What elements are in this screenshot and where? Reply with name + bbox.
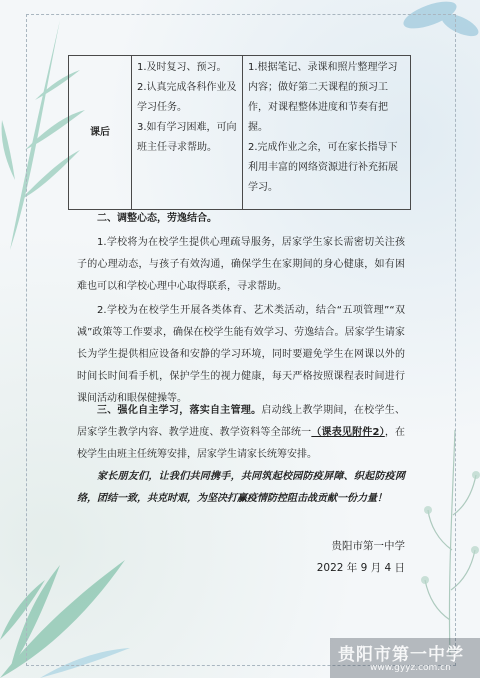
list-item: 2.完成作业之余，可在家长指导下利用丰富的网络资源进行补充拓展学习。 [248, 142, 398, 193]
list-item: 1.及时复习、预习。 [137, 62, 227, 73]
schedule-table [68, 55, 411, 210]
appeal-paragraph: 家长朋友们，让我们共同携手，共同筑起校园防疫屏障、织起防疫网络，团结一致，共克时艰，为坚决打赢疫情防控阻击战贡献一份力量！ [77, 471, 405, 504]
section-2-paragraph-1: 1.学校将为在校学生提供心理疏导服务，居家学生家长需密切关注孩子的心理动态，与孩子有效沟通，确保学生在家期间的身心健康，如有困难也可以和学校心理中心取得联系，寻求帮助。 [77, 237, 405, 292]
section-2-paragraph-2: 2.学校为在校学生开展各类体育、艺术类活动，结合“五项管理”“双减”政策等工作要求，确保在校学生能有效学习、劳逸结合。居家学生请家长为学生提供相应设备和安静的学习环境，同时要避免学生在网课以外的时间长时间看手机，保护学生的视力健康，每天严格按照课程表时间进行课间活动和眼保健操等。 [77, 305, 405, 404]
attachment-link[interactable]: （课表见附件2） [311, 427, 385, 438]
signature-date: 2022 年 9 月 4 日 [316, 562, 405, 574]
list-item: 2.认真完成各科作业及学习任务。 [137, 82, 237, 113]
row-label-cell: 课后 [69, 56, 132, 210]
section-3-text-tail: ，在校学生由班主任统筹安排，居家学生请家长统筹安排。 [77, 427, 406, 460]
student-tasks-cell [132, 56, 243, 210]
section-3-heading: 三、强化自主学习，落实自主管理。 [97, 405, 262, 416]
signature-org: 贵阳市第一中学 [331, 540, 405, 552]
section-3-paragraph [77, 400, 405, 466]
list-item: 1.根据笔记、录课和照片整理学习内容；做好第二天课程的预习工作，对课程整体进度和节奏有把握。 [248, 62, 398, 133]
guidance-cell [243, 56, 411, 210]
section-2-heading: 二、调整心态，劳逸结合。 [97, 213, 217, 224]
table-row [69, 56, 411, 210]
list-item: 3.如有学习困难，可向班主任寻求帮助。 [137, 122, 237, 153]
section-3-text: 启动线上教学期间，在校学生、居家学生教学内容、教学进度、教学资料等全部统一 [77, 405, 406, 438]
watermark-url: www.gyyz.com.cn [370, 663, 451, 673]
watermark-title: 贵阳市第一中学 [338, 645, 464, 665]
site-watermark [330, 638, 480, 678]
